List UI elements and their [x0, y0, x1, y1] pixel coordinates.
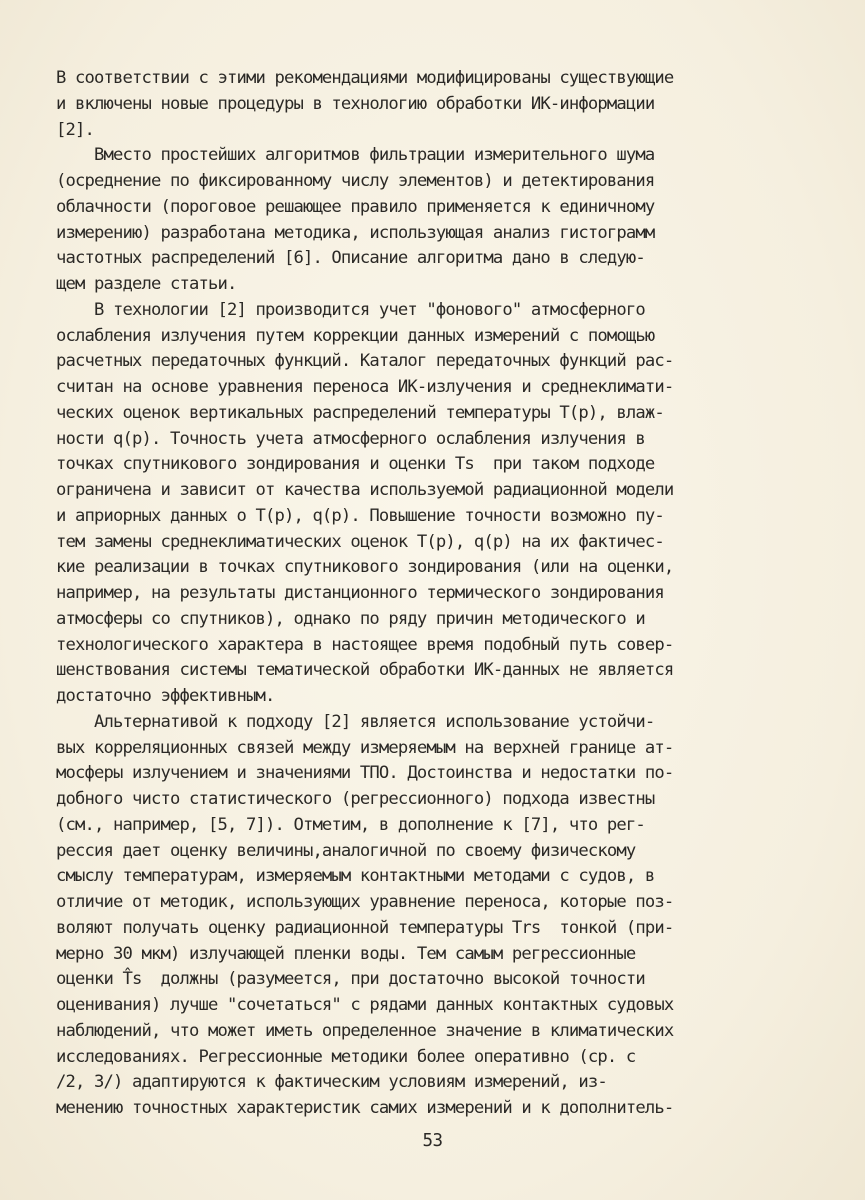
text-line: Вместо простейших алгоритмов фильтрации измерительного шума [56, 145, 655, 166]
text-line: воляют получать оценку радиационной температуры Trs тонкой (при- [56, 917, 674, 938]
text-line: ческих оценок вертикальных распределений температуры T(p), влаж- [56, 402, 664, 423]
text-line: исследованиях. Регрессионные методики более оперативно (ср. с [56, 1046, 636, 1067]
text-line: ограничена и зависит от качества используемой радиационной модели [56, 480, 674, 500]
text-line: отличие от методик, использующих уравнение переноса, которые поз- [56, 892, 674, 912]
page-number: 53 [422, 1131, 443, 1151]
text-line: кие реализации в точках спутникового зондирования (или на оценки, [56, 557, 674, 578]
text-line: рессия дает оценку величины,аналогичной по своему физическому [56, 840, 636, 861]
text-line: [2]. [56, 119, 94, 140]
text-line: атмосферы со спутников), однако по ряду причин методического и [56, 608, 645, 629]
text-line: мерно 30 мкм) излучающей пленки воды. Тем самым регрессионные [56, 943, 636, 964]
text-line: облачности (пороговое решающее правило применяется к единичному [56, 196, 655, 217]
text-line: частотных распределений [6]. Описание алгоритма дано в следую- [56, 248, 645, 269]
text-line: ности q(p). Точность учета атмосферного ослабления излучения в [56, 428, 645, 449]
text-line: /2, 3/) адаптируются к фактическим условиям измерений, из- [56, 1072, 607, 1093]
text-line: менению точностных характеристик самих измерений и к дополнитель- [56, 1098, 674, 1118]
text-line: шенствования системы тематической обработки ИК-данных не является [56, 660, 674, 681]
text-line: расчетных передаточных функций. Каталог передаточных функций рас- [56, 351, 674, 372]
text-line: оценивания) лучше "сочетаться" с рядами данных контактных судовых [56, 995, 674, 1015]
text-line: смыслу температурам, измеряемым контактными методами с судов, в [56, 866, 655, 887]
text-line: мосферы излучением и значениями ТПО. Достоинства и недостатки по- [56, 763, 674, 784]
body-text [56, 66, 756, 1122]
text-line: считан на основе уравнения переноса ИК-излучения и среднеклимати- [56, 377, 674, 397]
text-line: ослабления излучения путем коррекции данных измерений с помощью [56, 325, 655, 346]
text-line: измерению) разработана методика, использующая анализ гистограмм [56, 222, 655, 243]
text-line: технологического характера в настоящее время подобный путь совер- [56, 634, 674, 655]
text-line: точках спутникового зондирования и оценки Ts при таком подходе [56, 454, 655, 475]
text-line: и априорных данных о T(p), q(p). Повышение точности возможно пу- [56, 505, 664, 526]
text-line: добного чисто статистического (регрессионного) подхода известны [56, 789, 655, 809]
text-line: тем замены среднеклиматических оценок T(p), q(p) на их фактичес- [56, 531, 664, 552]
text-line: вых корреляционных связей между измеряемым на верхней границе ат- [56, 737, 674, 758]
text-line: щем разделе статьи. [56, 274, 237, 294]
text-line: достаточно эффективным. [56, 686, 275, 706]
text-line: Альтернативой к подходу [2] является использование устойчи- [56, 711, 655, 732]
text-line: и включены новые процедуры в технологию обработки ИК-информации [56, 93, 655, 114]
text-line: например, на результаты дистанционного термического зондирования [56, 583, 664, 603]
text-line: (см., например, [5, 7]). Отметим, в дополнение к [7], что рег- [56, 814, 645, 835]
text-line: В технологии [2] производится учет "фонового" атмосферного [56, 299, 645, 320]
text-line: наблюдений, что может иметь определенное значение в климатических [56, 1020, 674, 1041]
text-line: (осреднение по фиксированному числу элементов) и детектирования [56, 171, 655, 191]
text-line: В соответствии с этими рекомендациями модифицированы существующие [56, 68, 674, 88]
text-line: оценки T̂s должны (разумеется, при достаточно высокой точности [56, 969, 645, 990]
